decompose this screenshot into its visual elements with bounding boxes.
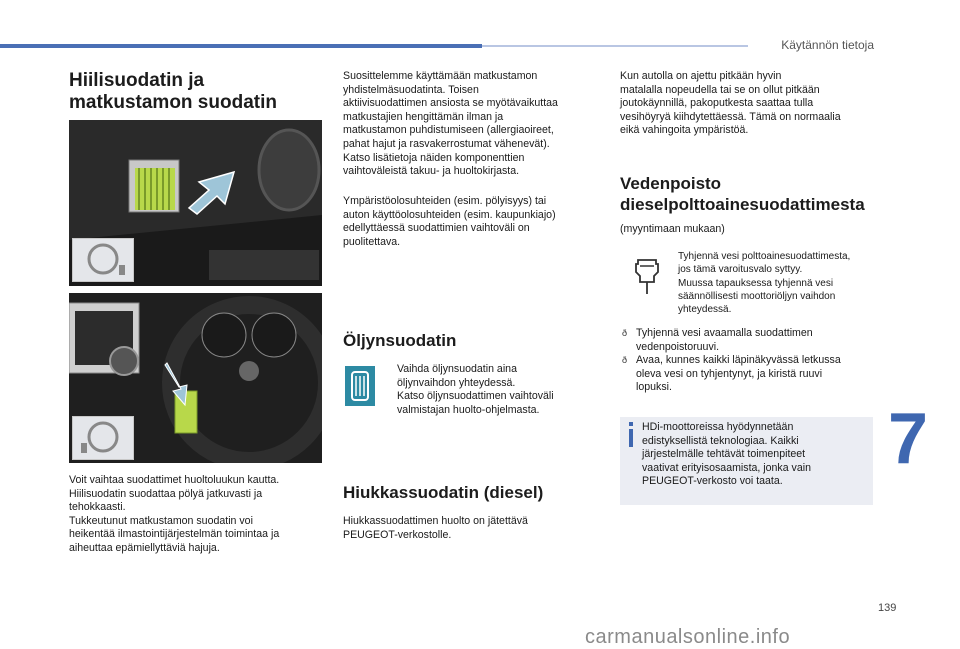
page-number: 139	[878, 602, 897, 614]
text-line: vaativat erityisosaamista, jonka vain	[642, 461, 811, 474]
chapter-number: 7	[888, 399, 929, 479]
text-line: Hiukkassuodattimen huolto on jätettävä	[343, 515, 528, 527]
text-line: Katso öljynsuodattimen vaihtoväli	[397, 390, 554, 403]
text-line: PEUGEOT-verkosto voi taata.	[642, 475, 783, 488]
market-note: (myyntimaan mukaan)	[620, 223, 725, 235]
text-line: vaihtoväleistä takuu- ja huoltokirjasta.	[343, 165, 520, 178]
text-line: Ympäristöolosuhteiden (esim. pölyisyys) tai	[343, 195, 547, 207]
text-line: öljynvaihdon yhteydessä.	[397, 376, 516, 389]
text-line: järjestelmälle tehtävät toimenpiteet	[642, 448, 806, 461]
heading-line-2: matkustamon suodatin	[69, 92, 277, 113]
text-line: tehokkaasti.	[69, 501, 126, 514]
text-line: ð Tyhjennä vesi avaamalla suodattimen	[636, 327, 813, 339]
text-line: Tyhjennä vesi polttoainesuodattimesta,	[678, 251, 851, 262]
text-line: edistyksellistä teknologiaa. Kaikki	[642, 434, 799, 447]
text-line: aktiivisuodattimen ansiosta se myötävaikuttaa	[343, 97, 558, 110]
text-line: Tukkeutunut matkustamon suodatin voi	[69, 514, 253, 527]
text-line: HDi-moottoreissa hyödynnetään	[642, 421, 794, 433]
header-bar-thin	[482, 45, 748, 47]
text-line: puolitettava.	[343, 235, 401, 248]
drain-warning-text	[678, 250, 878, 316]
cabin-filter-body	[69, 474, 319, 556]
text-line: yhdistelmäsuodatinta. Toisen	[343, 83, 479, 96]
section-title: Käytännön tietoja	[781, 38, 874, 52]
text-line: pahat hajut ja rasvakerrostumat vähenevät).	[343, 137, 550, 150]
header-bar	[0, 44, 482, 48]
watermark: carmanualsonline.info	[585, 626, 791, 648]
info-icon	[626, 422, 636, 448]
text-line: PEUGEOT-verkostolle.	[343, 528, 452, 541]
oil-filter-icon	[345, 366, 375, 406]
text-line: matkustamon puhdistumiseen (allergiaoireet,	[343, 124, 554, 137]
text-line: joutokäynnillä, pakoputkesta saattaa tulla	[620, 97, 814, 110]
text-line: edellyttäessä suodattimien vaihtoväli on	[343, 222, 530, 235]
cabin-filter-heading	[69, 70, 277, 114]
oil-filter-heading: Öljynsuodatin	[343, 331, 457, 350]
oil-filter-text	[397, 363, 597, 417]
drain-step	[622, 327, 880, 354]
text-line: vesihöyryä kiihdytettäessä. Tämä on normaalia	[620, 110, 841, 123]
text-line: jos tämä varoitusvalo syttyy.	[678, 264, 803, 276]
filter-interval-note	[343, 195, 603, 249]
text-line: säännöllisesti moottoriöljyn vaihdon	[678, 290, 836, 302]
text-line: oleva vesi on tyhjentynyt, ja kiristä ruuvi	[636, 367, 823, 380]
text-line: yhteydessä.	[678, 304, 732, 316]
text-line: heikentää ilmastointijärjestelmän toimintaa ja	[69, 528, 280, 541]
particle-filter-heading: Hiukkassuodatin (diesel)	[343, 483, 544, 502]
cabin-filter-recommendation	[343, 70, 603, 179]
drain-steps	[622, 327, 880, 395]
fuel-water-warning-icon	[632, 256, 662, 298]
text-line: Muussa tapauksessa tyhjennä vesi	[678, 277, 834, 289]
thumbnail-rhd	[72, 238, 134, 282]
text-line: auton käyttöolosuhteiden (esim. kaupunkiajo)	[343, 208, 556, 221]
text-line: Suosittelemme käyttämään matkustamon	[343, 70, 538, 82]
text-line: Voit vaihtaa suodattimet huoltoluukun kautta.	[69, 474, 280, 486]
text-line: matkustajien hengittämän ilman ja	[343, 110, 504, 123]
particle-filter-text	[343, 515, 603, 542]
water-vapour-note	[620, 70, 880, 138]
text-line: aiheuttaa epämiellyttäviä hajuja.	[69, 541, 220, 554]
text-line: vedenpoistoruuvi.	[636, 340, 720, 353]
heading-line-1: Hiilisuodatin ja	[69, 70, 205, 91]
drain-step	[622, 354, 880, 395]
text-line: Hiilisuodatin suodattaa pölyä jatkuvasti ja	[69, 487, 263, 500]
text-line: valmistajan huolto-ohjelmasta.	[397, 403, 540, 416]
text-line: Kun autolla on ajettu pitkään hyvin	[620, 70, 782, 82]
text-line: lopuksi.	[636, 381, 672, 394]
text-line: Katso lisätietoja näiden komponenttien	[343, 151, 525, 164]
text-line: Vaihda öljynsuodatin aina	[397, 363, 517, 375]
text-line: matalalla nopeudella tai se on ollut pitkään	[620, 83, 820, 96]
text-line: ð Avaa, kunnes kaikki läpinäkyvässä letkussa	[636, 354, 841, 367]
text-line: eikä vahingoita ympäristöä.	[620, 124, 749, 137]
heading-line-2: dieselpolttoainesuodattimesta	[620, 195, 865, 214]
thumbnail-lhd	[72, 416, 134, 460]
hdi-info-text	[642, 421, 867, 489]
water-drain-heading	[620, 173, 865, 215]
heading-line-1: Vedenpoisto	[620, 174, 722, 193]
